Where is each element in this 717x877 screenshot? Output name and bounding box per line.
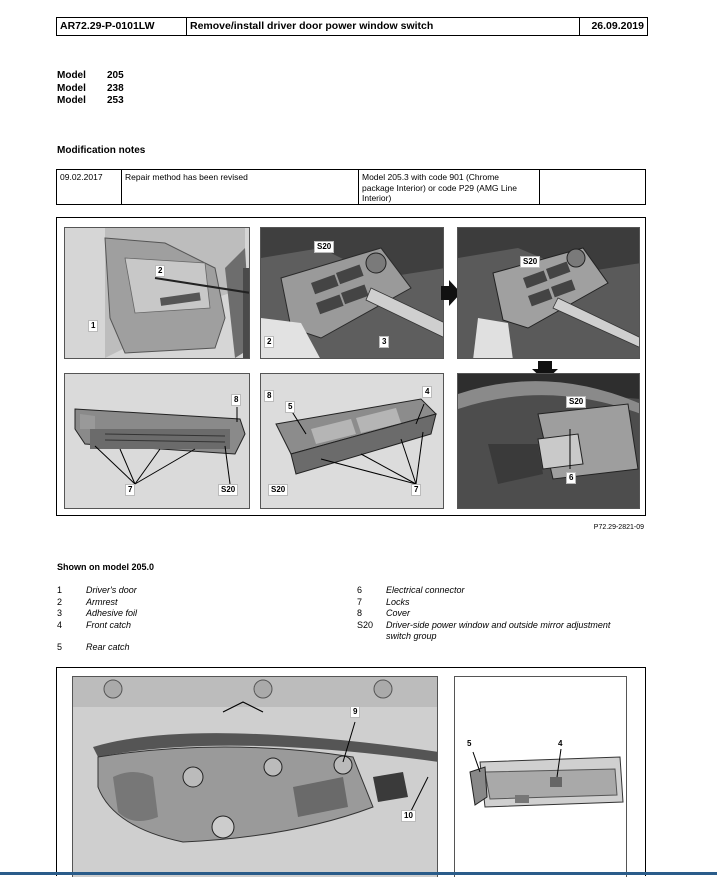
legend-item: 8 Cover xyxy=(357,608,411,618)
callout-label: 1 xyxy=(88,320,98,332)
connector-photo xyxy=(457,373,640,509)
switch-illustration xyxy=(261,228,444,359)
model-list xyxy=(57,70,124,108)
shown-on-heading: Shown on model 205.0 xyxy=(57,562,155,572)
callout-label: 4 xyxy=(422,386,432,398)
callout-label: 7 xyxy=(411,484,421,496)
door-panel-illustration xyxy=(73,677,438,877)
legend-item: S20 Driver-side power window and outside mirror adjustment switch group xyxy=(357,619,611,641)
callout-label: S20 xyxy=(314,241,334,253)
callout-label: 9 xyxy=(350,706,360,718)
switch-front-view xyxy=(260,373,444,509)
switch-catch-illustration xyxy=(455,677,627,877)
mod-date: 09.02.2017 xyxy=(57,170,122,204)
document-id: AR72.29-P-0101LW xyxy=(57,18,187,35)
legend-item: 5 Rear catch xyxy=(57,642,130,652)
modification-heading: Modification notes xyxy=(57,145,146,156)
callout-label: 6 xyxy=(566,472,576,484)
callout-label: 10 xyxy=(401,810,416,822)
document-date: 26.09.2019 xyxy=(591,20,644,32)
document-header xyxy=(56,17,648,36)
figure-1 xyxy=(56,217,646,516)
switch-side-view xyxy=(64,373,250,509)
door-panel-inner-view xyxy=(72,676,438,877)
legend-item: 7 Locks xyxy=(357,596,410,607)
switch-lifted-photo xyxy=(457,227,640,359)
mod-scope: Model 205.3 with code 901 (Chrome package Interior) or code P29 (AMG Line Interior) xyxy=(359,170,540,204)
page-bottom-rule xyxy=(0,872,717,875)
callout-label: 8 xyxy=(231,394,241,406)
switch-removal-photo xyxy=(260,227,444,359)
callout-label: 5 xyxy=(467,739,472,748)
figure-reference: P72.29-2821-09 xyxy=(593,524,644,531)
callout-label: 2 xyxy=(155,265,165,277)
modification-table xyxy=(56,169,646,205)
door-illustration xyxy=(65,228,250,359)
model-row: Model 253 xyxy=(57,95,124,106)
mod-note: Repair method has been revised xyxy=(122,170,359,204)
document-title: Remove/install driver door power window switch xyxy=(187,18,580,35)
legend-item: 1 Driver's door xyxy=(57,585,137,595)
model-row: Model 238 xyxy=(57,82,124,94)
model-row: Model 205 xyxy=(57,70,124,81)
callout-label: S20 xyxy=(566,396,586,408)
callout-label: S20 xyxy=(268,484,288,496)
callout-label: 2 xyxy=(264,336,274,348)
legend-right xyxy=(357,585,610,643)
legend-item: 2 Armrest xyxy=(57,596,118,607)
callout-label: 4 xyxy=(558,739,563,748)
callout-label: 5 xyxy=(285,401,295,413)
callout-label: S20 xyxy=(520,256,540,268)
legend-item: 3 Adhesive foil xyxy=(57,608,138,618)
switch-catch-inset xyxy=(454,676,627,877)
legend-item: 6 Electrical connector xyxy=(357,585,465,595)
callout-label: 3 xyxy=(379,336,389,348)
door-photo xyxy=(64,227,250,359)
connector-illustration xyxy=(458,374,640,509)
legend-item: 4 Front catch xyxy=(57,619,132,630)
callout-label: 7 xyxy=(125,484,135,496)
mod-extra xyxy=(540,170,645,204)
figure-2 xyxy=(56,667,646,876)
legend-left xyxy=(57,585,137,654)
switch-lifted-illustration xyxy=(458,228,640,359)
callout-label: S20 xyxy=(218,484,238,496)
callout-label: 8 xyxy=(264,390,274,402)
